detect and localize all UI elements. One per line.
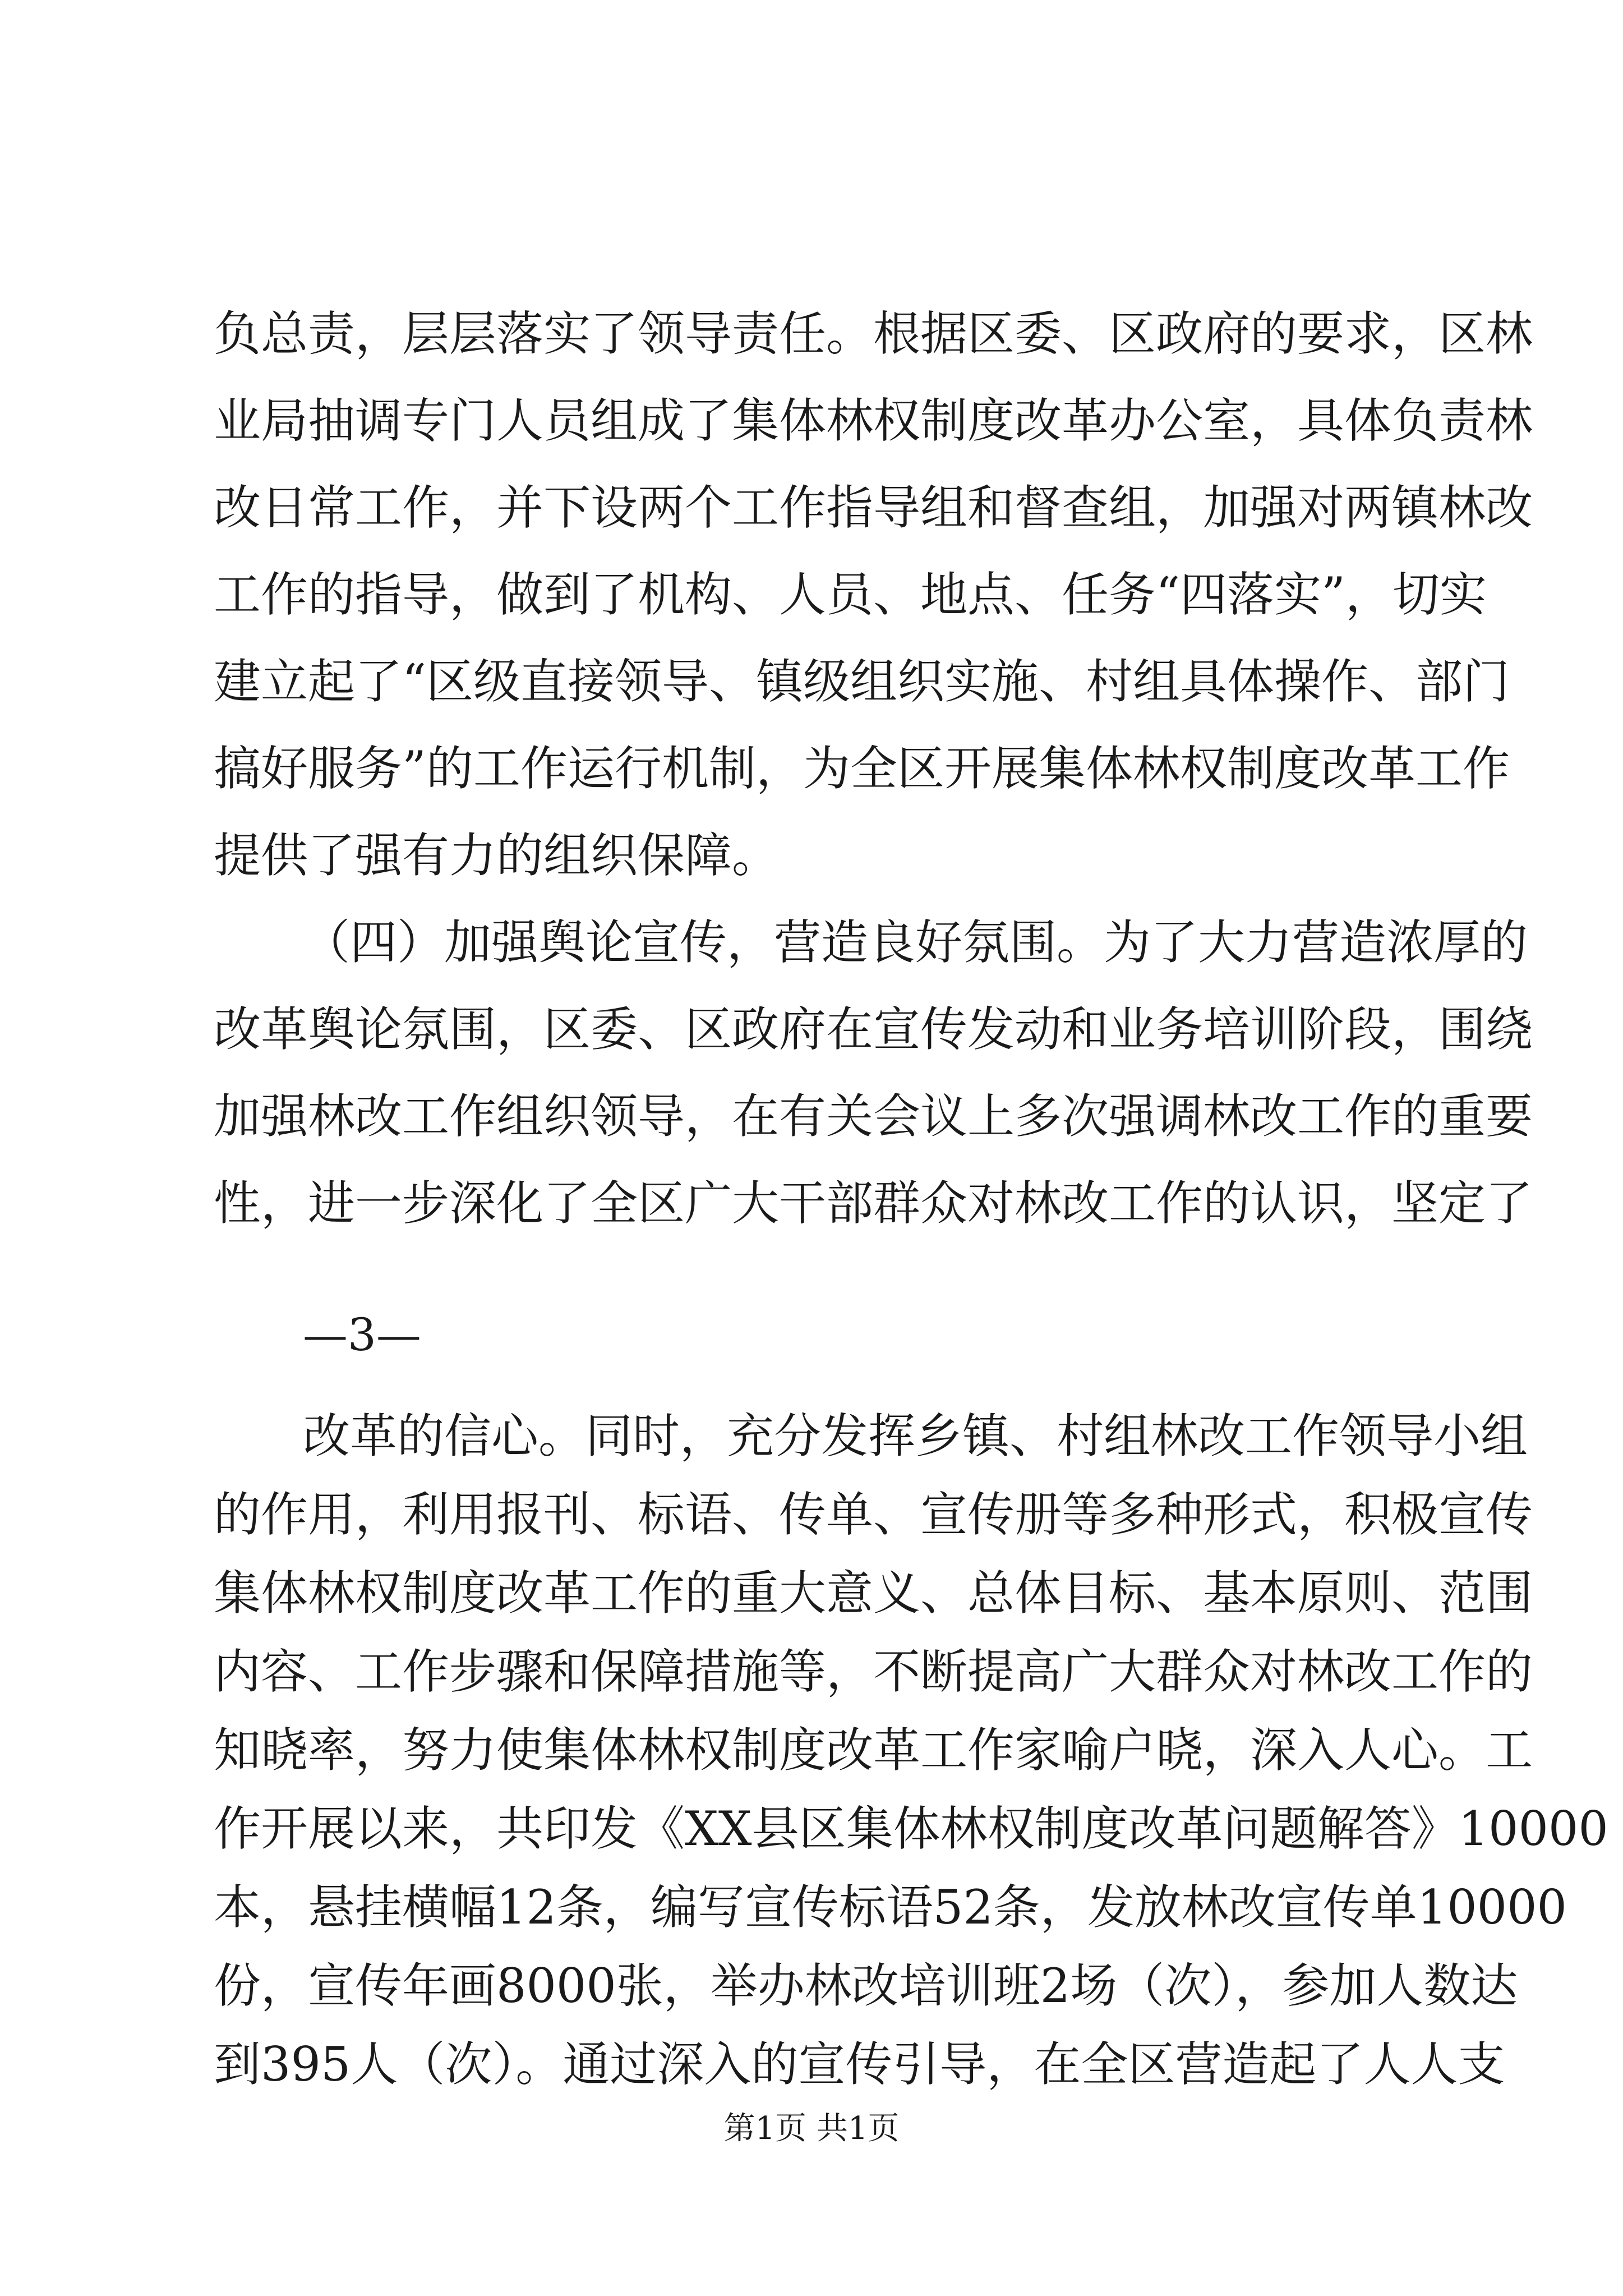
paragraph-line: 集体林权制度改革工作的重大意义、总体目标、基本原则、范围 xyxy=(214,1566,1533,1621)
text-line xyxy=(0,1784,1623,1874)
page-marker: —3— xyxy=(303,1309,421,1361)
text-line xyxy=(0,1158,1623,1248)
paragraph-line: 工作的指导，做到了机构、人员、地点、任务“四落实”，切实 xyxy=(214,567,1487,622)
text-line xyxy=(0,1627,1623,1717)
paragraph-line: 业局抽调专门人员组成了集体林权制度改革办公室，具体负责林 xyxy=(214,393,1533,448)
paragraph-line: 的作用，利用报刊、标语、传单、宣传册等多种形式，积极宣传 xyxy=(214,1487,1533,1542)
page-footer: 第1页 共1页 xyxy=(723,2110,900,2147)
paragraph-line: 性，进一步深化了全区广大干部群众对林改工作的认识，坚定了 xyxy=(214,1176,1533,1231)
paragraph-line: 到395人（次）。通过深入的宣传引导，在全区营造起了人人支 xyxy=(214,2037,1505,2092)
paragraph-line: 搞好服务”的工作运行机制，为全区开展集体林权制度改革工作 xyxy=(214,741,1510,796)
text-line xyxy=(0,1071,1623,1161)
text-line xyxy=(0,1941,1623,2031)
paragraph-line: 本，悬挂横幅12条，编写宣传标语52条，发放林改宣传单10000 xyxy=(214,1880,1567,1935)
paragraph-line: 知晓率，努力使集体林权制度改革工作家喻户晓，深入人心。工 xyxy=(214,1723,1533,1778)
text-line xyxy=(0,463,1623,553)
paragraph-first-line: 改革的信心。同时，充分发挥乡镇、村组林改工作领导小组 xyxy=(303,1409,1528,1464)
text-line xyxy=(0,811,1623,900)
paragraph-line: 改日常工作，并下设两个工作指导组和督查组，加强对两镇林改 xyxy=(214,480,1533,535)
text-line xyxy=(0,984,1623,1074)
paragraph-line-last: 提供了强有力的组织保障。 xyxy=(214,828,780,883)
paragraph-line: 内容、工作步骤和保障措施等，不断提高广大群众对林改工作的 xyxy=(214,1644,1533,1699)
text-line xyxy=(0,1705,1623,1795)
paragraph-line: 作开展以来，共印发《XX县区集体林权制度改革问题解答》10000 xyxy=(214,1801,1608,1856)
text-line xyxy=(0,1391,1623,1481)
paragraph-line: 负总责，层层落实了领导责任。根据区委、区政府的要求，区林 xyxy=(214,306,1533,361)
text-line xyxy=(0,550,1623,639)
paragraph-first-line: （四）加强舆论宣传，营造良好氛围。为了大力营造浓厚的 xyxy=(303,915,1528,970)
paragraph-line: 份，宣传年画8000张，举办林改培训班2场（次），参加人数达 xyxy=(214,1958,1518,2013)
paragraph-line: 改革舆论氛围，区委、区政府在宣传发动和业务培训阶段，围绕 xyxy=(214,1002,1533,1057)
text-line xyxy=(0,898,1623,987)
text-line xyxy=(0,724,1623,813)
paragraph-line: 建立起了“区级直接领导、镇级组织实施、村组具体操作、部门 xyxy=(214,654,1510,709)
text-line xyxy=(0,1470,1623,1559)
text-line xyxy=(0,289,1623,379)
paragraph-line: 加强林改工作组织领导，在有关会议上多次强调林改工作的重要 xyxy=(214,1089,1533,1144)
text-line xyxy=(0,1548,1623,1638)
text-line xyxy=(0,1862,1623,1952)
text-line xyxy=(0,2019,1623,2109)
text-line xyxy=(0,376,1623,466)
text-line xyxy=(0,637,1623,726)
